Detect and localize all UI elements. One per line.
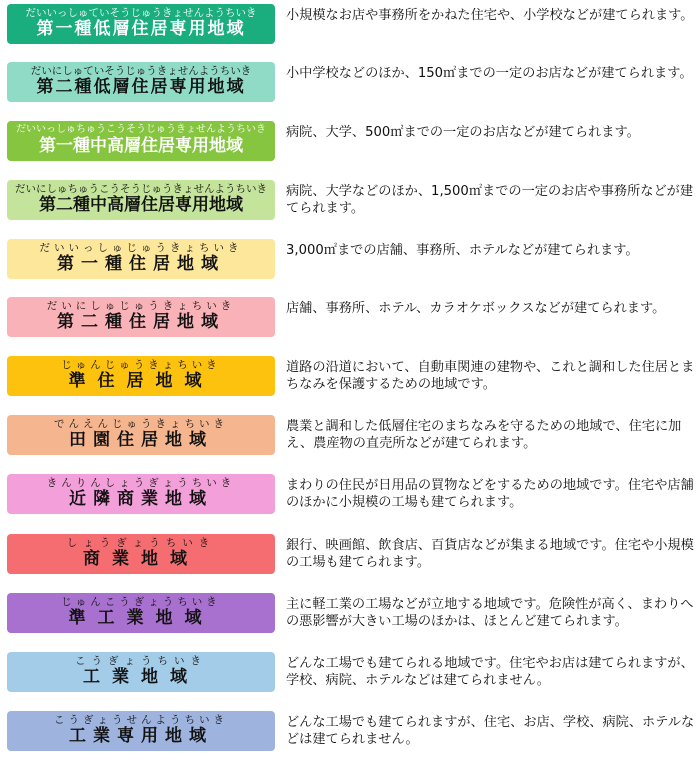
- zone-label: [7, 593, 275, 633]
- zone-description: 3,000㎡までの店舗、事務所、ホテルなどが建てられます。: [286, 243, 639, 258]
- zone-row-9: [0, 470, 700, 526]
- zone-reading: だいにしゅじゅうきょちいき: [46, 300, 236, 312]
- zone-row-8: [0, 411, 700, 467]
- zone-description: まわりの住民が日用品の買物などをするための地域です。住宅や店舗のほかに小規模の工場も建てられます。: [286, 478, 694, 510]
- zone-description: 主に軽工業の工場などが立地する地域です。危険性が高く、まわりへの悪影響が大きい工場のほかは、ほとんど建てられます。: [286, 597, 694, 629]
- zone-label: [7, 415, 275, 455]
- zone-name: 工業地域: [83, 667, 199, 687]
- zone-label: [7, 711, 275, 751]
- zone-description: 農業と調和した低層住宅のまちなみを守るための地域で、住宅に加え、農産物の直売所などが建てられます。: [286, 419, 682, 451]
- zone-reading: でんえんじゅうきょちいき: [54, 418, 228, 430]
- zone-description: 小規模なお店や事務所をかねた住宅や、小学校などが建てられます。: [286, 8, 694, 23]
- zone-reading: こうぎょうちいき: [75, 655, 207, 667]
- zone-row-10: [0, 530, 700, 586]
- zone-label: [7, 534, 275, 574]
- zone-description: どんな工場でも建てられる地域です。住宅やお店は建てられますが、学校、病院、ホテルなどは建てられません。: [286, 656, 694, 688]
- zone-row-13: [0, 707, 700, 763]
- zone-description: 小中学校などのほか、150㎡までの一定のお店などが建てられます。: [286, 66, 693, 81]
- zone-name: 第二種低層住居専用地域: [36, 77, 246, 97]
- zone-label: [7, 62, 275, 102]
- zone-name: 商業地域: [83, 549, 199, 569]
- zone-label: [7, 652, 275, 692]
- zone-name: 第一種中高層住居専用地域: [39, 136, 243, 156]
- zone-reading: だいいっしゅちゅうこうそうじゅうきょせんようちいき: [16, 124, 266, 135]
- zone-name: 準工業地域: [68, 608, 214, 628]
- zone-row-7: [0, 352, 700, 408]
- zone-row-6: [0, 293, 700, 349]
- zone-row-4: [0, 176, 700, 232]
- zone-description: 病院、大学、500㎡までの一定のお店などが建てられます。: [286, 125, 640, 140]
- zone-label: [7, 4, 275, 44]
- zone-reading: じゅんこうぎょうちいき: [61, 596, 221, 608]
- zone-reading: だいいっしゅじゅうきょちいき: [39, 242, 243, 254]
- zone-name: 近隣商業地域: [69, 489, 213, 509]
- zone-description: 病院、大学などのほか、1,500㎡までの一定のお店や事務所などが建てられます。: [286, 184, 694, 216]
- zone-label: [7, 239, 275, 279]
- zone-name: 第二種住居地域: [57, 312, 225, 332]
- zone-name: 工業専用地域: [69, 726, 213, 746]
- zone-name: 準住居地域: [68, 371, 214, 391]
- zone-reading: だいにしゅちゅうこうそうじゅうきょせんようちいき: [15, 183, 267, 195]
- zone-label: [7, 356, 275, 396]
- zone-description: 銀行、映画館、飲食店、百貨店などが集まる地域です。住宅や小規模の工場も建てられます。: [286, 538, 694, 570]
- zone-name: 第二種中高層住居専用地域: [39, 195, 243, 215]
- zone-row-1: [0, 0, 700, 56]
- zone-label: [7, 180, 275, 220]
- zone-label: [7, 297, 275, 337]
- zone-name: 第一種住居地域: [57, 254, 225, 274]
- zone-reading: だいいっしゅていそうじゅうきょせんようちいき: [25, 7, 257, 19]
- zone-row-3: [0, 117, 700, 173]
- zone-reading: しょうぎょうちいき: [66, 537, 216, 549]
- zone-reading: だいにしゅていそうじゅうきょせんようちいき: [30, 65, 252, 77]
- zone-label: [7, 474, 275, 514]
- zone-description: どんな工場でも建てられますが、住宅、お店、学校、病院、ホテルなどは建てられません。: [286, 715, 695, 747]
- zone-reading: こうぎょうせんようちいき: [54, 714, 228, 726]
- zone-name: 第一種低層住居専用地域: [36, 19, 246, 39]
- zone-row-12: [0, 648, 700, 704]
- zone-row-5: [0, 235, 700, 291]
- zone-label: [7, 121, 275, 161]
- zone-reading: きんりんしょうぎょうちいき: [46, 477, 236, 489]
- zone-row-2: [0, 58, 700, 114]
- zone-name: 田園住居地域: [69, 430, 213, 450]
- zone-description: 道路の沿道において、自動車関連の建物や、これと調和した住居とまちなみを保護するための地域です。: [286, 360, 695, 392]
- zone-row-11: [0, 589, 700, 645]
- zone-reading: じゅんじゅうきょちいき: [61, 359, 221, 371]
- zone-description: 店舗、事務所、ホテル、カラオケボックスなどが建てられます。: [286, 301, 666, 316]
